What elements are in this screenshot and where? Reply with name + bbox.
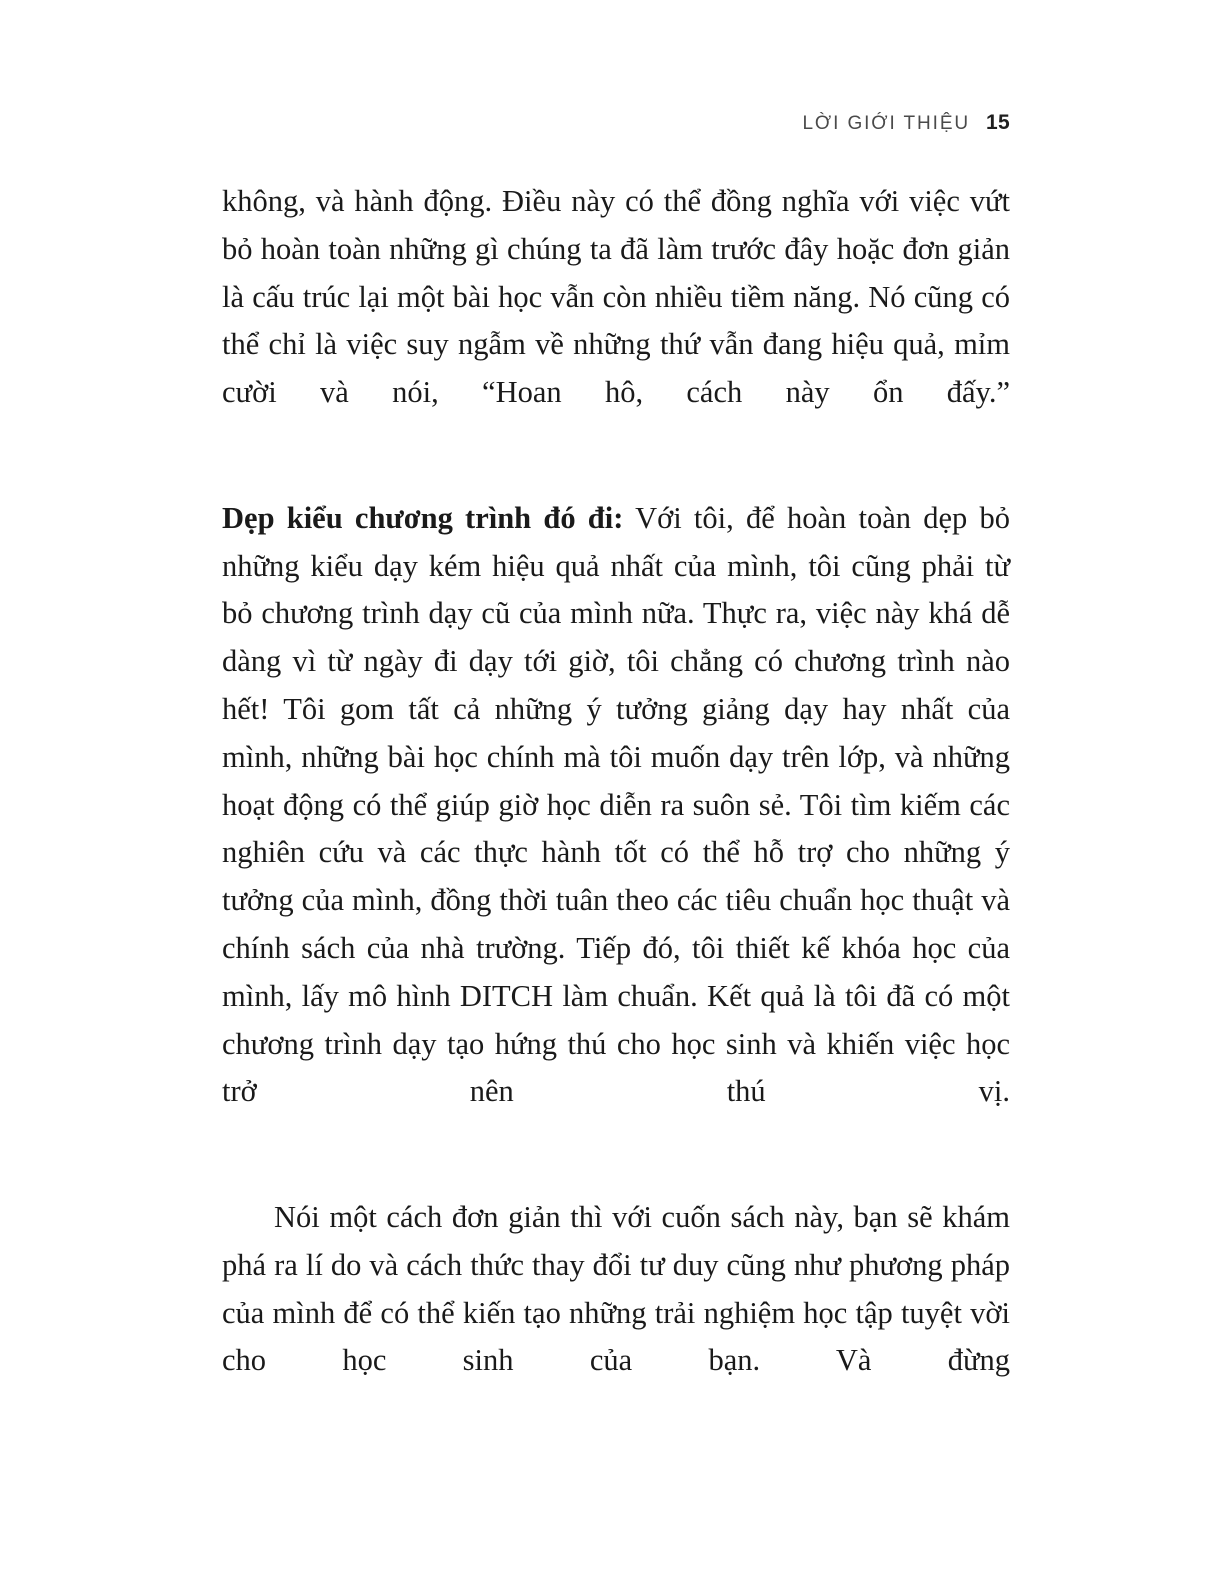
text-block — [222, 178, 1010, 1433]
paragraph-dep-kieu-chuong-trinh — [222, 495, 1010, 1164]
page-number: 15 — [986, 111, 1010, 134]
paragraph-text: không, và hành động. Điều này có thể đồng nghĩa với việc vứt bỏ hoàn toàn những gì chúng ta đã làm trước đây hoặc đơn giản là cấu trúc lại một bài học vẫn còn nhiều tiềm năng. Nó cũng có thể chỉ là việc suy ngẫm về những thứ vẫn đang hiệu quả, mỉm cười và nói, “Hoan hô, cách này ổn đấy.” — [222, 184, 1010, 410]
paragraph-continuation — [222, 178, 1010, 465]
paragraph-noi-mot-cach-don-gian — [222, 1194, 1010, 1433]
running-head-title: LỜI GIỚI THIỆU — [802, 113, 971, 134]
paragraph-text: Nói một cách đơn giản thì với cuốn sách này, bạn sẽ khám phá ra lí do và cách thức thay đổi tư duy cũng như phương pháp của mình để có thể kiến tạo những trải nghiệm học tập tuyệt vời cho học sinh của bạn. Và đừng — [222, 1199, 1010, 1378]
paragraph-text: Với tôi, để hoàn toàn dẹp bỏ những kiểu dạy kém hiệu quả nhất của mình, tôi cũng phải từ bỏ chương trình dạy cũ của mình nữa. Thực ra, việc này khá dễ dàng vì từ ngày đi dạy tới giờ, tôi chẳng có chương trình nào hết! Tôi gom tất cả những ý tưởng giảng dạy hay nhất của mình, những bài học chính mà tôi muốn dạy trên lớp, và những hoạt động có thể giúp giờ học diễn ra suôn sẻ. Tôi tìm kiếm các nghiên cứu và các thực hành tốt có thể hỗ trợ cho những ý tưởng của mình, đồng thời tuân theo các tiêu chuẩn học thuật và chính sách của nhà trường. Tiếp đó, tôi thiết kế khóa học của mình, lấy mô hình DITCH làm chuẩn. Kết quả là tôi đã có một chương trình dạy tạo hứng thú cho học sinh và khiến việc học trở nên thú vị. — [222, 500, 1010, 1109]
running-head — [222, 112, 1010, 133]
paragraph-run-in-heading: Dẹp kiểu chương trình đó đi: — [222, 500, 624, 535]
